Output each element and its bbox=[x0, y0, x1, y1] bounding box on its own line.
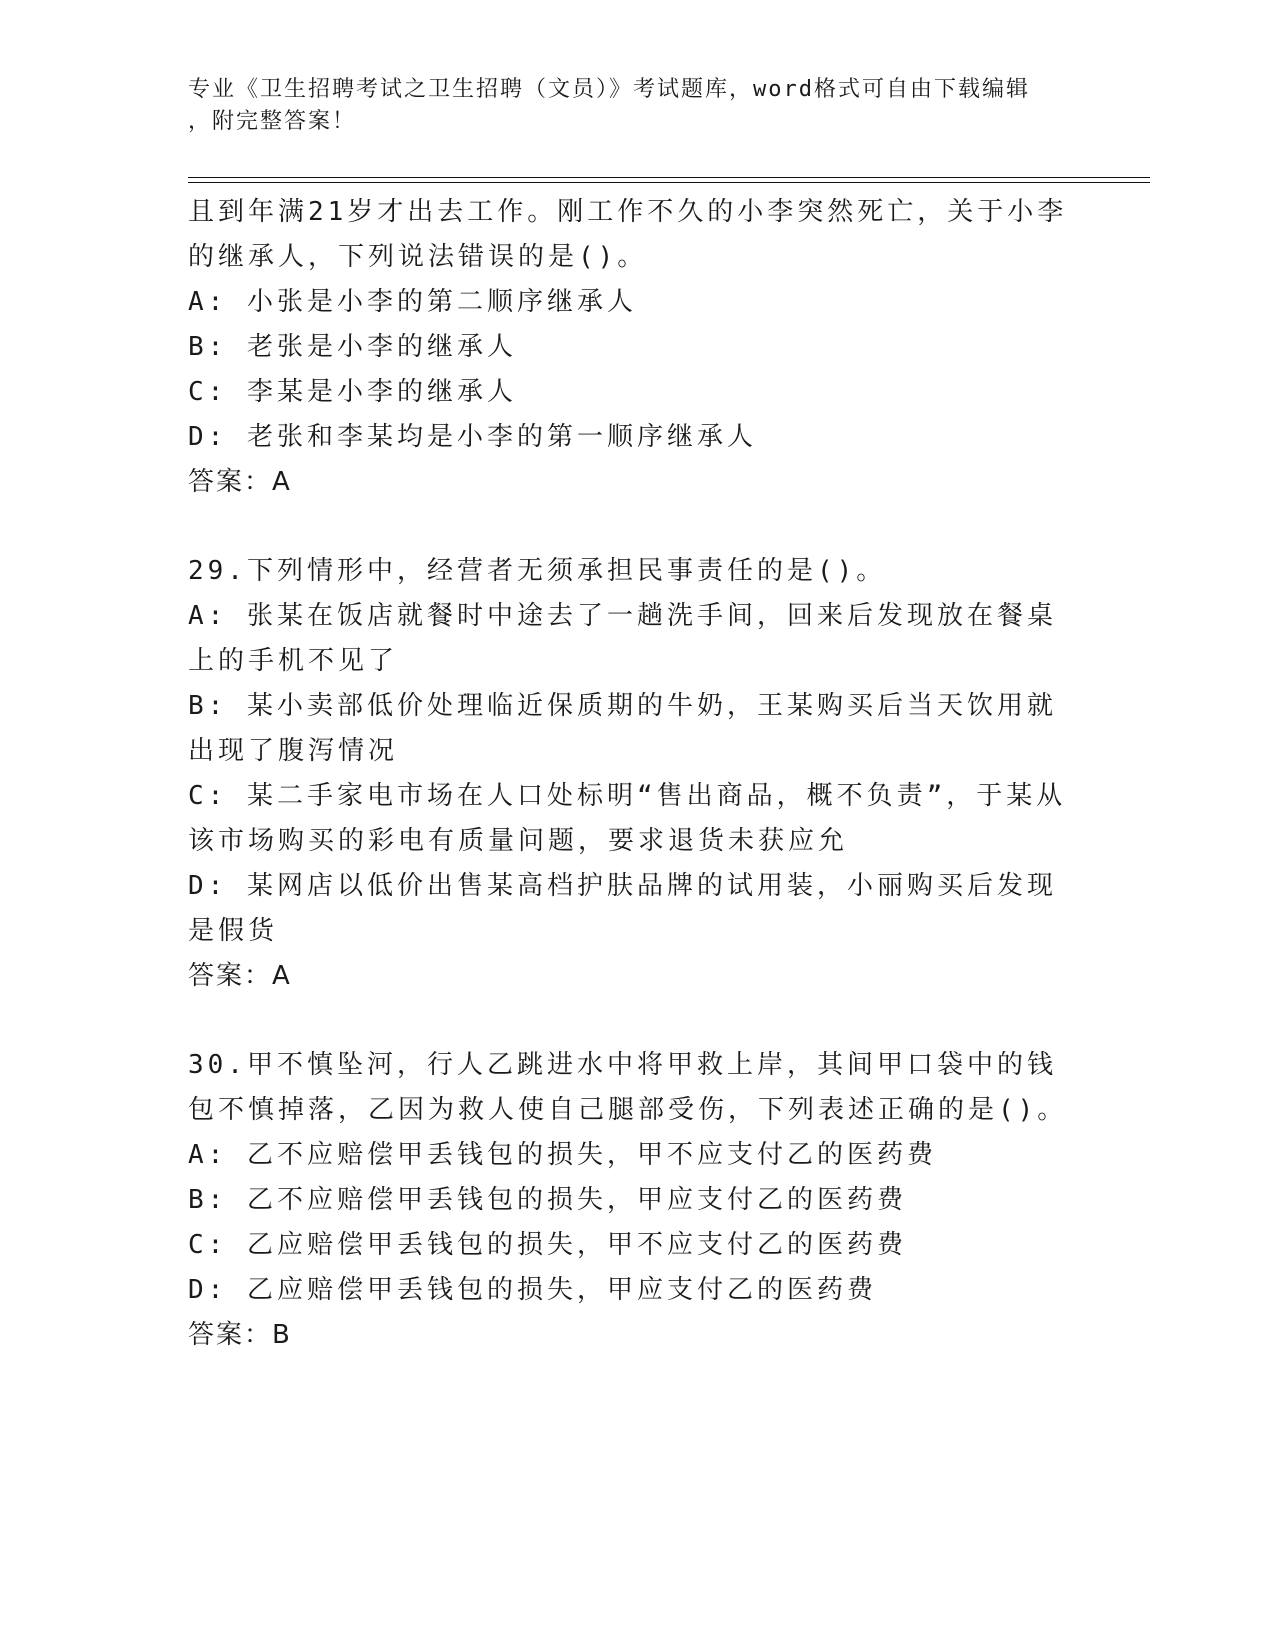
option-b: B: 老张是小李的继承人 bbox=[188, 332, 517, 362]
document-header bbox=[188, 74, 1068, 138]
option-b: B: 乙不应赔偿甲丢钱包的损失，甲应支付乙的医药费 bbox=[188, 1185, 907, 1215]
question-list bbox=[188, 190, 1068, 1358]
question-block-29 bbox=[188, 549, 1068, 999]
option-c: C: 李某是小李的继承人 bbox=[188, 377, 517, 407]
option-c: C: 乙应赔偿甲丢钱包的损失，甲不应支付乙的医药费 bbox=[188, 1230, 907, 1260]
answer-label: 答案：A bbox=[188, 467, 292, 497]
question-stem: 30.甲不慎坠河，行人乙跳进水中将甲救上岸，其间甲口袋中的钱包不慎掉落，乙因为救人使自己腿部受伤，下列表述正确的是()。 bbox=[188, 1050, 1068, 1125]
header-title-line1: 专业《卫生招聘考试之卫生招聘（文员）》考试题库，word格式可自由下载编辑 bbox=[188, 77, 1030, 102]
option-c: C: 某二手家电市场在人口处标明“售出商品，概不负责”，于某从该市场购买的彩电有质量问题，要求退货未获应允 bbox=[188, 781, 1067, 856]
header-title-line2: ，附完整答案！ bbox=[188, 109, 357, 134]
question-stem: 且到年满21岁才出去工作。刚工作不久的小李突然死亡，关于小李的继承人，下列说法错误的是()。 bbox=[188, 197, 1068, 272]
answer-label: 答案：B bbox=[188, 1320, 292, 1350]
question-stem: 29.下列情形中，经营者无须承担民事责任的是()。 bbox=[188, 556, 887, 586]
option-d: D: 乙应赔偿甲丢钱包的损失，甲应支付乙的医药费 bbox=[188, 1275, 877, 1305]
question-block-28 bbox=[188, 190, 1068, 505]
option-a: A: 小张是小李的第二顺序继承人 bbox=[188, 287, 637, 317]
option-a: A: 乙不应赔偿甲丢钱包的损失，甲不应支付乙的医药费 bbox=[188, 1140, 937, 1170]
question-block-30 bbox=[188, 1043, 1068, 1358]
header-divider-top bbox=[188, 177, 1150, 178]
option-b: B: 某小卖部低价处理临近保质期的牛奶，王某购买后当天饮用就出现了腹泻情况 bbox=[188, 691, 1057, 766]
header-divider-bottom bbox=[188, 182, 1150, 183]
answer-label: 答案：A bbox=[188, 961, 292, 991]
option-d: D: 某网店以低价出售某高档护肤品牌的试用装，小丽购买后发现是假货 bbox=[188, 871, 1057, 946]
option-d: D: 老张和李某均是小李的第一顺序继承人 bbox=[188, 422, 757, 452]
option-a: A: 张某在饭店就餐时中途去了一趟洗手间，回来后发现放在餐桌上的手机不见了 bbox=[188, 601, 1057, 676]
